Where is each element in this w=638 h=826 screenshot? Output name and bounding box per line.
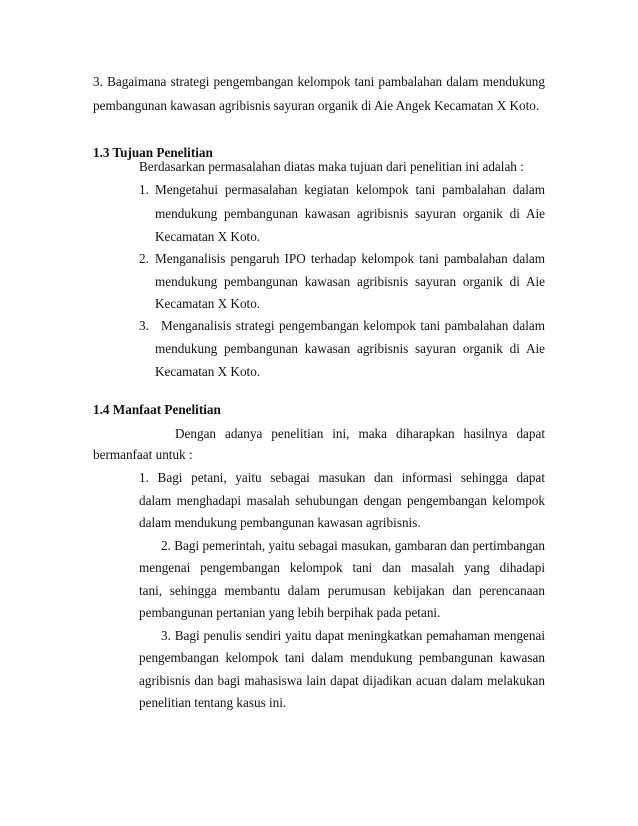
tujuan-item-3-number: 3.: [139, 318, 149, 333]
tujuan-item-3-line-2: mendukung pembangunan kawasan agribisnis sayuran organik di Aie: [155, 341, 545, 356]
tujuan-item-1-line-2: mendukung pembangunan kawasan agribisnis sayuran organik di Aie: [155, 206, 545, 221]
manfaat-intro-line-1: Dengan adanya penelitian ini, maka diharapkan hasilnya dapat: [175, 426, 545, 441]
tujuan-item-3-line-3: Kecamatan X Koto.: [155, 364, 261, 379]
manfaat-point-2-line-3: tani, sehingga membantu dalam perumusan kebijakan dan perencanaan: [139, 583, 545, 598]
tujuan-item-1-number: 1.: [139, 182, 149, 197]
tujuan-item-2-line-1: Menganalisis pengaruh IPO terhadap kelompok tani pambalahan dalam: [155, 251, 545, 266]
manfaat-intro-line-2: bermanfaat untuk :: [93, 447, 193, 462]
manfaat-point-1-line-2: dalam menghadapi masalah sehubungan dengan pengembangan kelompok: [139, 493, 545, 508]
tujuan-item-2-line-3: Kecamatan X Koto.: [155, 296, 261, 311]
manfaat-point-2-line-4: pembangunan pertanian yang lebih berpihak pada petani.: [139, 605, 441, 620]
tujuan-item-3-line-1: Menganalisis strategi pengembangan kelompok tani pambalahan dalam: [161, 318, 545, 333]
manfaat-point-2-line-1: 2. Bagi pemerintah, yaitu sebagai masukan, gambaran dan pertimbangan: [161, 538, 545, 553]
manfaat-point-3-line-3: agribisnis dan bagi mahasiswa lain dapat dijadikan acuan dalam melakukan: [139, 673, 545, 688]
manfaat-point-1-line-3: dalam mendukung pembangunan kawasan agribisnis.: [139, 515, 421, 530]
manfaat-point-3-line-1: 3. Bagi penulis sendiri yaitu dapat meningkatkan pemahaman mengenai: [161, 628, 545, 643]
section-heading-manfaat: 1.4 Manfaat Penelitian: [93, 402, 221, 417]
tujuan-item-1-line-3: Kecamatan X Koto.: [155, 229, 261, 244]
tujuan-item-2-line-2: mendukung pembangunan kawasan agribisnis sayuran organik di Aie: [155, 274, 545, 289]
tujuan-item-1-line-1: Mengetahui permasalahan kegiatan kelompok tani pambalahan dalam: [155, 182, 545, 197]
question-3-line-2: pembangunan kawasan agribisnis sayuran organik di Aie Angek Kecamatan X Koto.: [93, 98, 540, 113]
manfaat-point-1-line-1: 1. Bagi petani, yaitu sebagai masukan dan informasi sehingga dapat: [139, 470, 545, 485]
section-heading-tujuan: 1.3 Tujuan Penelitian: [93, 145, 213, 160]
manfaat-point-3-line-4: penelitian tentang kasus ini.: [139, 695, 287, 710]
manfaat-point-2-line-2: mengenai pengembangan kelompok tani dan masalah yang dihadapi: [139, 560, 545, 575]
question-3-line-1: 3. Bagaimana strategi pengembangan kelompok tani pambalahan dalam mendukung: [93, 74, 545, 89]
tujuan-intro: Berdasarkan permasalahan diatas maka tujuan dari penelitian ini adalah :: [139, 159, 524, 174]
manfaat-point-3-line-2: pengembangan kelompok tani dalam mendukung pembangunan kawasan: [139, 650, 545, 665]
tujuan-item-2-number: 2.: [139, 251, 149, 266]
